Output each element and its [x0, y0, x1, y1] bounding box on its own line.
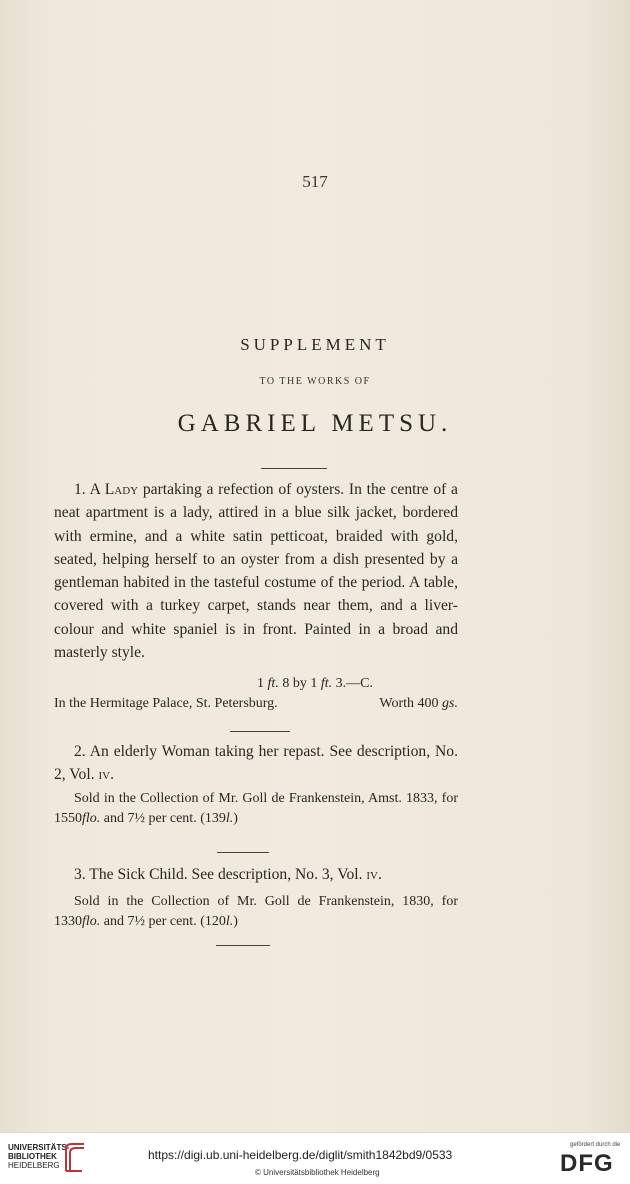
divider-1	[261, 468, 327, 469]
page-number: 517	[302, 172, 328, 191]
entry-3-vol: iv.	[366, 866, 382, 883]
entry-1-location: In the Hermitage Palace, St. Petersburg.	[54, 696, 278, 711]
supplement-heading: SUPPLEMENT	[240, 335, 390, 354]
divider-2	[230, 731, 290, 732]
entry-2	[54, 740, 458, 787]
funded-by-label: gefördert durch die	[570, 1142, 621, 1148]
entry-2-sale: Sold in the Collection of Mr. Goll de Frankenstein, Amst. 1833, for 1550flo. and 7½ per cent. (139l.)	[54, 791, 458, 826]
entry-2-text: 2. An elderly Woman taking her repast. See description, No. 2, Vol.	[54, 743, 458, 784]
library-logo-icon	[62, 1141, 88, 1175]
artist-heading: GABRIEL METSU.	[177, 410, 453, 437]
entry-3	[54, 863, 458, 886]
entry-1-text: partaking a refection of oysters. In the centre of a neat apartment is a lady, attired in a blue silk jacket, bordered with ermine, and a white satin petticoat, braided with gold, seated, helping herself to an oyster from a dish presented by a gentleman habited in the tasteful costume of the period. A table, covered with a turkey carpet, stands near them, and a liver-colour and white spaniel is in front. Painted in a broad and masterly style.	[54, 481, 458, 662]
entry-1-worth: Worth 400 gs.	[379, 696, 458, 711]
entry-1	[54, 478, 458, 664]
copyright-notice: © Universitätsbibliothek Heidelberg	[255, 1168, 380, 1177]
entry-1-number: 1. A	[74, 481, 105, 498]
entry-3-text: 3. The Sick Child. See description, No. 3, Vol.	[74, 866, 367, 883]
entry-1-lady: Lady	[104, 481, 139, 498]
entry-1-location-row	[54, 696, 458, 712]
entry-2-vol: iv.	[98, 766, 115, 784]
to-the-works-subheading: TO THE WORKS OF	[259, 376, 371, 387]
viewer-footer	[0, 1132, 630, 1184]
library-name: UNIVERSITÄTS- BIBLIOTHEK HEIDELBERG	[8, 1143, 70, 1170]
dfg-logo: DFG	[560, 1150, 614, 1177]
divider-3	[217, 852, 269, 853]
permalink-url[interactable]: https://digi.ub.uni-heidelberg.de/diglit/smith1842bd9/0533	[148, 1148, 453, 1162]
entry-3-sale: Sold in the Collection of Mr. Goll de Frankenstein, 1830, for 1330flo. and 7½ per cent. (120l.)	[54, 894, 458, 929]
entry-1-dimensions: 1 ft. 8 by 1 ft. 3.—C.	[257, 676, 373, 691]
divider-4	[216, 945, 270, 946]
